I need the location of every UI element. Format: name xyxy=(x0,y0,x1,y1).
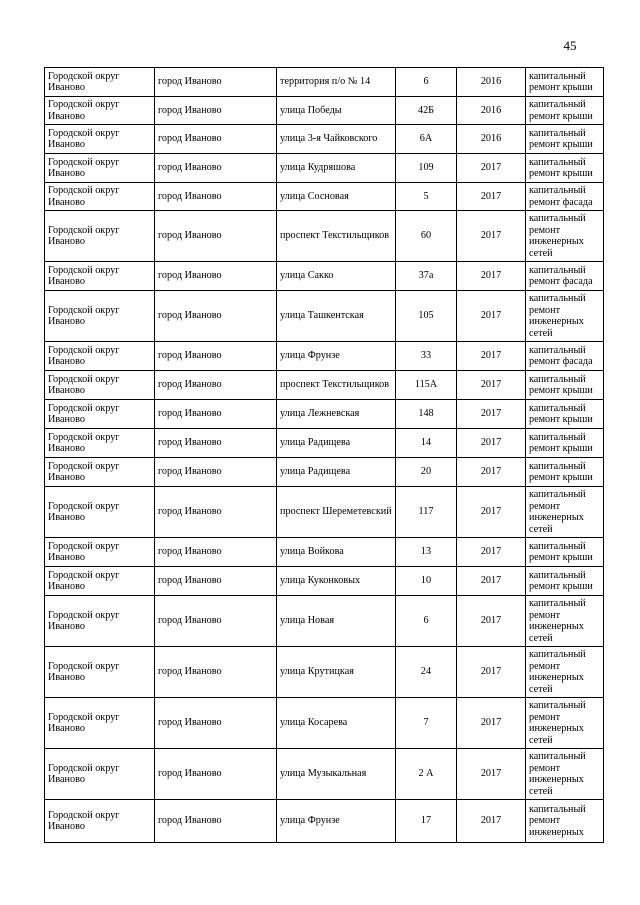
cell-work-type: капитальный ремонт инженерных сетей xyxy=(526,596,604,647)
cell-year: 2017 xyxy=(457,371,526,400)
cell-year: 2017 xyxy=(457,647,526,698)
cell-street: проспект Шереметевский xyxy=(277,487,396,538)
cell-year: 2017 xyxy=(457,567,526,596)
cell-district: Городской округ Иваново xyxy=(45,125,155,154)
cell-district: Городской округ Иваново xyxy=(45,291,155,342)
cell-street: улица Куконковых xyxy=(277,567,396,596)
cell-house: 6 xyxy=(396,68,457,97)
cell-year: 2017 xyxy=(457,342,526,371)
cell-city: город Иваново xyxy=(155,800,277,843)
table-row xyxy=(45,291,604,342)
cell-district: Городской округ Иваново xyxy=(45,647,155,698)
cell-district: Городской округ Иваново xyxy=(45,458,155,487)
cell-district: Городской округ Иваново xyxy=(45,211,155,262)
table-row xyxy=(45,538,604,567)
cell-street: улица Музыкальная xyxy=(277,749,396,800)
cell-house: 14 xyxy=(396,429,457,458)
cell-work-type: капитальный ремонт крыши xyxy=(526,125,604,154)
cell-district: Городской округ Иваново xyxy=(45,749,155,800)
cell-district: Городской округ Иваново xyxy=(45,262,155,291)
cell-street: улица Радищева xyxy=(277,458,396,487)
cell-house: 24 xyxy=(396,647,457,698)
cell-city: город Иваново xyxy=(155,125,277,154)
cell-district: Городской округ Иваново xyxy=(45,429,155,458)
cell-street: улица Новая xyxy=(277,596,396,647)
cell-house: 6 xyxy=(396,596,457,647)
cell-district: Городской округ Иваново xyxy=(45,154,155,183)
cell-city: город Иваново xyxy=(155,429,277,458)
table-row xyxy=(45,68,604,97)
cell-house: 2 А xyxy=(396,749,457,800)
cell-work-type: капитальный ремонт крыши xyxy=(526,97,604,125)
cell-district: Городской округ Иваново xyxy=(45,567,155,596)
cell-work-type: капитальный ремонт крыши xyxy=(526,68,604,97)
cell-street: улица Кудряшова xyxy=(277,154,396,183)
table-row xyxy=(45,125,604,154)
cell-year: 2017 xyxy=(457,429,526,458)
cell-work-type: капитальный ремонт инженерных сетей xyxy=(526,647,604,698)
cell-city: город Иваново xyxy=(155,538,277,567)
cell-city: город Иваново xyxy=(155,342,277,371)
cell-house: 37а xyxy=(396,262,457,291)
cell-work-type: капитальный ремонт фасада xyxy=(526,342,604,371)
cell-city: город Иваново xyxy=(155,183,277,211)
cell-year: 2017 xyxy=(457,154,526,183)
cell-work-type: капитальный ремонт крыши xyxy=(526,371,604,400)
cell-house: 33 xyxy=(396,342,457,371)
cell-house: 10 xyxy=(396,567,457,596)
cell-house: 42Б xyxy=(396,97,457,125)
cell-street: улица Фрунзе xyxy=(277,342,396,371)
cell-street: проспект Текстильщиков xyxy=(277,371,396,400)
table-row xyxy=(45,698,604,749)
cell-work-type: капитальный ремонт инженерных сетей xyxy=(526,291,604,342)
table-row xyxy=(45,429,604,458)
cell-district: Городской округ Иваново xyxy=(45,698,155,749)
registry-table xyxy=(44,67,604,843)
cell-house: 20 xyxy=(396,458,457,487)
cell-house: 117 xyxy=(396,487,457,538)
cell-house: 115А xyxy=(396,371,457,400)
cell-house: 109 xyxy=(396,154,457,183)
cell-district: Городской округ Иваново xyxy=(45,538,155,567)
cell-work-type: капитальный ремонт фасада xyxy=(526,262,604,291)
cell-year: 2017 xyxy=(457,800,526,843)
cell-city: город Иваново xyxy=(155,211,277,262)
cell-street: улица 3-я Чайковского xyxy=(277,125,396,154)
cell-year: 2017 xyxy=(457,183,526,211)
cell-work-type: капитальный ремонт инженерных сетей xyxy=(526,698,604,749)
table-row xyxy=(45,371,604,400)
cell-district: Городской округ Иваново xyxy=(45,183,155,211)
cell-district: Городской округ Иваново xyxy=(45,342,155,371)
cell-street: территория п/о № 14 xyxy=(277,68,396,97)
cell-city: город Иваново xyxy=(155,749,277,800)
table-row xyxy=(45,97,604,125)
cell-district: Городской округ Иваново xyxy=(45,68,155,97)
table-row xyxy=(45,567,604,596)
cell-district: Городской округ Иваново xyxy=(45,371,155,400)
table-row xyxy=(45,647,604,698)
cell-street: улица Войкова xyxy=(277,538,396,567)
cell-district: Городской округ Иваново xyxy=(45,487,155,538)
cell-year: 2017 xyxy=(457,487,526,538)
table-row xyxy=(45,800,604,843)
cell-work-type: капитальный ремонт крыши xyxy=(526,429,604,458)
cell-work-type: капитальный ремонт инженерных сетей xyxy=(526,749,604,800)
cell-house: 7 xyxy=(396,698,457,749)
cell-street: улица Сакко xyxy=(277,262,396,291)
cell-city: город Иваново xyxy=(155,698,277,749)
cell-year: 2016 xyxy=(457,97,526,125)
cell-year: 2017 xyxy=(457,262,526,291)
cell-house: 13 xyxy=(396,538,457,567)
cell-city: город Иваново xyxy=(155,400,277,429)
cell-year: 2017 xyxy=(457,211,526,262)
cell-year: 2017 xyxy=(457,698,526,749)
cell-work-type: капитальный ремонт крыши xyxy=(526,458,604,487)
cell-street: улица Фрунзе xyxy=(277,800,396,843)
cell-house: 5 xyxy=(396,183,457,211)
cell-street: улица Радищева xyxy=(277,429,396,458)
cell-street: улица Косарева xyxy=(277,698,396,749)
cell-district: Городской округ Иваново xyxy=(45,400,155,429)
cell-year: 2017 xyxy=(457,291,526,342)
table-row xyxy=(45,154,604,183)
cell-year: 2017 xyxy=(457,596,526,647)
cell-house: 17 xyxy=(396,800,457,843)
cell-city: город Иваново xyxy=(155,97,277,125)
cell-city: город Иваново xyxy=(155,262,277,291)
cell-work-type: капитальный ремонт крыши xyxy=(526,400,604,429)
cell-street: улица Сосновая xyxy=(277,183,396,211)
cell-city: город Иваново xyxy=(155,291,277,342)
cell-city: город Иваново xyxy=(155,596,277,647)
cell-city: город Иваново xyxy=(155,567,277,596)
cell-city: город Иваново xyxy=(155,68,277,97)
cell-street: улица Победы xyxy=(277,97,396,125)
table-row xyxy=(45,749,604,800)
cell-work-type: капитальный ремонт крыши xyxy=(526,538,604,567)
table-body xyxy=(45,68,604,843)
cell-city: город Иваново xyxy=(155,154,277,183)
cell-city: город Иваново xyxy=(155,487,277,538)
cell-house: 148 xyxy=(396,400,457,429)
cell-year: 2016 xyxy=(457,68,526,97)
table-row xyxy=(45,183,604,211)
table-row xyxy=(45,400,604,429)
cell-district: Городской округ Иваново xyxy=(45,800,155,843)
table-row xyxy=(45,458,604,487)
cell-work-type: капитальный ремонт фасада xyxy=(526,183,604,211)
cell-work-type: капитальный ремонт инженерных xyxy=(526,800,604,843)
cell-year: 2016 xyxy=(457,125,526,154)
cell-city: город Иваново xyxy=(155,647,277,698)
cell-work-type: капитальный ремонт инженерных сетей xyxy=(526,487,604,538)
cell-city: город Иваново xyxy=(155,458,277,487)
cell-work-type: капитальный ремонт крыши xyxy=(526,154,604,183)
page-number: 45 xyxy=(563,38,577,53)
table-row xyxy=(45,262,604,291)
table-row xyxy=(45,342,604,371)
cell-year: 2017 xyxy=(457,458,526,487)
cell-house: 60 xyxy=(396,211,457,262)
cell-house: 105 xyxy=(396,291,457,342)
cell-city: город Иваново xyxy=(155,371,277,400)
cell-year: 2017 xyxy=(457,749,526,800)
cell-district: Городской округ Иваново xyxy=(45,596,155,647)
cell-district: Городской округ Иваново xyxy=(45,97,155,125)
cell-work-type: капитальный ремонт инженерных сетей xyxy=(526,211,604,262)
cell-work-type: капитальный ремонт крыши xyxy=(526,567,604,596)
table-row xyxy=(45,596,604,647)
table-row xyxy=(45,211,604,262)
cell-house: 6А xyxy=(396,125,457,154)
table-row xyxy=(45,487,604,538)
cell-street: улица Ташкентская xyxy=(277,291,396,342)
cell-street: улица Крутицкая xyxy=(277,647,396,698)
cell-street: проспект Текстильщиков xyxy=(277,211,396,262)
cell-year: 2017 xyxy=(457,538,526,567)
cell-year: 2017 xyxy=(457,400,526,429)
cell-street: улица Лежневская xyxy=(277,400,396,429)
